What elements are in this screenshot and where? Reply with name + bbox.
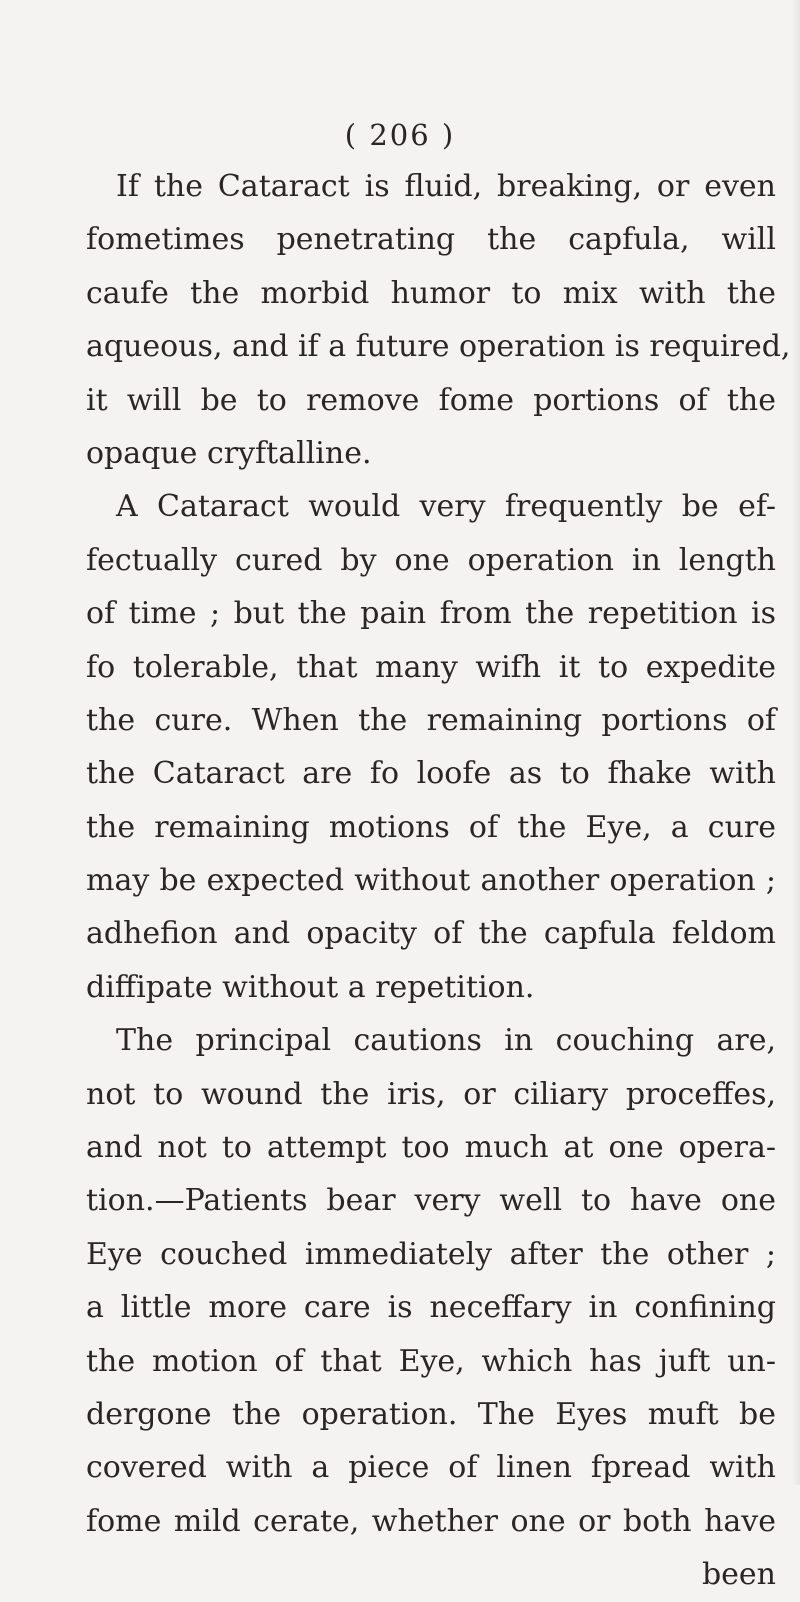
text-line: fo tolerable, that many wifh it to expedite [86,649,776,685]
text-line: the motion of that Eye, which has juft un- [86,1343,776,1379]
text-line: diffipate without a repetition. [86,969,535,1005]
text-line: covered with a piece of linen fpread with [86,1450,776,1486]
text-line: adhefion and opacity of the capfula feldom [86,916,776,952]
text-line: tion.—Patients bear very well to have one [86,1183,776,1219]
text-line: the Cataract are fo loofe as to fhake with [86,756,776,792]
text-line: may be expected without another operation ; [86,863,776,899]
text-line: fome mild cerate, whether one or both have [86,1503,776,1539]
text-line: A Cataract would very frequently be ef- [116,489,776,525]
text-line: not to wound the iris, or ciliary proceffes, [86,1076,776,1112]
text-line: fometimes penetrating the capfula, will [86,222,776,258]
text-line: If the Cataract is fluid, breaking, or even [116,169,776,204]
body-text [86,160,791,1602]
text-line: opaque cryftalline. [86,435,372,471]
text-line: the remaining motions of the Eye, a cure [86,809,776,845]
text-line: and not to attempt too much at one opera- [86,1130,776,1166]
text-line: of time ; but the pain from the repetition is [86,596,776,632]
text-line: caufe the morbid humor to mix with the [86,275,776,311]
text-line: the cure. When the remaining portions of [86,702,776,738]
page-number: ( 206 ) [344,118,456,152]
text-line: a little more care is neceffary in confining [86,1290,776,1326]
text-line: fectually cured by one operation in length [86,542,776,578]
catchword: been [701,1557,776,1593]
text-line: dergone the operation. The Eyes muft be [86,1396,776,1432]
text-line: aqueous, and if a future operation is required, [86,329,791,365]
text-line: Eye couched immediately after the other ; [86,1236,776,1272]
page-edge-shadow [792,0,800,1485]
text-line: The principal cautions in couching are, [116,1023,776,1059]
text-line: it will be to remove fome portions of the [86,382,776,418]
